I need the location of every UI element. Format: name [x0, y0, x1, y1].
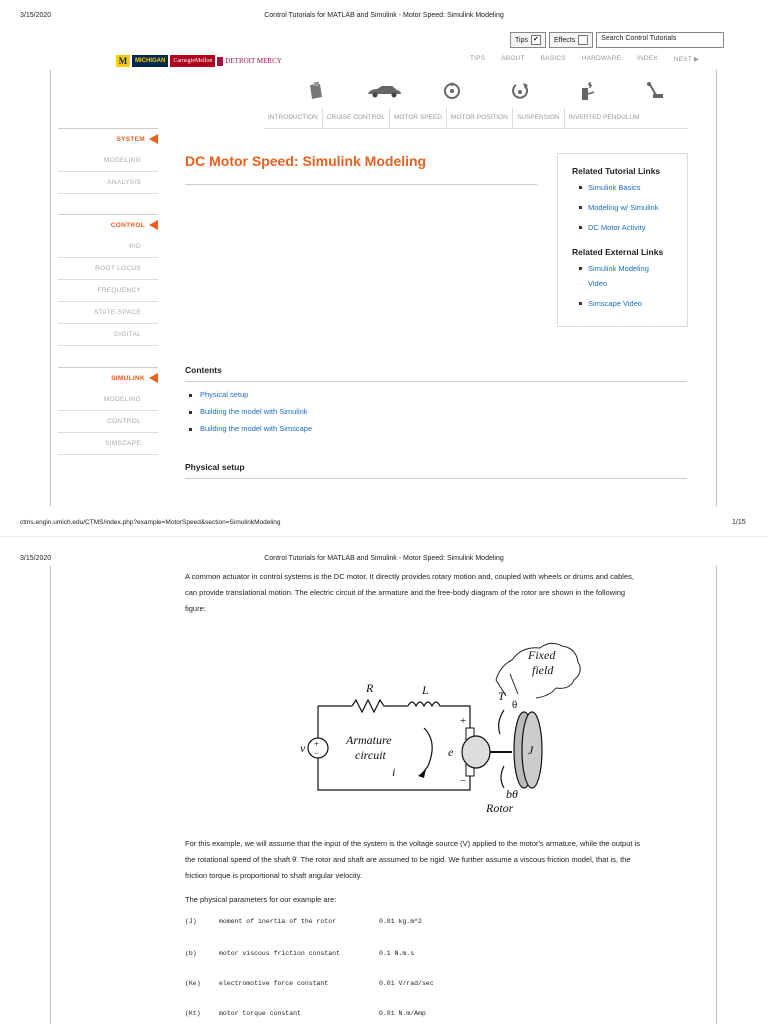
detroit-mercy-logo[interactable]: DETROIT MERCY — [217, 57, 281, 66]
fig-fixed: Fixed — [528, 648, 556, 662]
param-symbol: (Kt) — [185, 1010, 201, 1017]
top-nav — [470, 55, 699, 63]
tab-motor-speed[interactable]: MOTOR SPEED — [389, 108, 446, 128]
related-external-heading: Related External Links — [572, 247, 664, 257]
nav-hardware[interactable]: HARDWARE — [581, 55, 621, 62]
param-symbol: (J) — [185, 918, 197, 925]
car-icon[interactable] — [350, 78, 418, 104]
page-number: 1/15 — [732, 519, 746, 526]
param-symbol: (Ke) — [185, 980, 201, 987]
page-title: DC Motor Speed: Simulink Modeling — [185, 153, 427, 169]
fig-minus: − — [460, 775, 467, 787]
table-of-contents — [185, 384, 312, 433]
physical-setup-heading: Physical setup — [185, 462, 245, 472]
print-date-2: 3/15/2020 — [20, 555, 52, 562]
fig-armature: Armature — [346, 733, 392, 747]
nav-basics[interactable]: BASICS — [540, 55, 566, 62]
toc-simulink-model[interactable]: Building the model with Simulink — [185, 407, 312, 416]
tab-inverted-pendulum[interactable]: INVERTED PENDULUM — [564, 108, 644, 128]
link-modeling-simulink[interactable]: Modeling w/ Simulink — [572, 200, 673, 215]
nav-next[interactable]: NEXT ▶ — [673, 56, 700, 63]
sidebar-modeling[interactable]: MODELING — [58, 150, 158, 172]
fig-rotor: Rotor — [486, 801, 514, 815]
fig-plus: + — [460, 715, 467, 727]
link-simulink-basics[interactable]: Simulink Basics — [572, 180, 673, 195]
param-row — [185, 918, 422, 925]
param-value: 0.01 N.m/Amp — [379, 1010, 426, 1017]
param-description: motor torque constant — [219, 1010, 301, 1017]
search-input[interactable]: Search Control Tutorials — [596, 32, 724, 48]
related-tutorial-heading: Related Tutorial Links — [572, 166, 661, 176]
title-rule — [185, 184, 537, 185]
arrow-left-icon — [149, 134, 158, 144]
param-row — [185, 1010, 426, 1017]
right-border-2 — [716, 566, 717, 1024]
sidebar-control[interactable]: CONTROL — [58, 214, 158, 236]
section-nav — [264, 108, 644, 128]
tips-toggle[interactable] — [510, 32, 546, 48]
print-date: 3/15/2020 — [20, 12, 52, 19]
sidebar-system[interactable]: SYSTEM — [58, 128, 158, 150]
effects-toggle[interactable] — [549, 32, 593, 48]
fig-vs-minus: − — [314, 748, 320, 758]
sidebar-analysis[interactable]: ANALYSIS — [58, 172, 158, 194]
related-links-box — [557, 153, 688, 327]
sidebar-simscape[interactable]: SIMSCAPE — [58, 433, 158, 455]
nav-index[interactable]: INDEX — [636, 55, 658, 62]
params-intro: The physical parameters for our example are: — [185, 895, 337, 904]
param-row — [185, 980, 434, 987]
inverted-pendulum-icon[interactable] — [622, 78, 690, 104]
print-url: ctms.engin.umich.edu/CTMS/index.php?example=MotorSpeed&section=SimulinkModeling — [20, 519, 281, 526]
param-value: 0.01 kg.m^2 — [379, 918, 422, 925]
sidebar-pid[interactable]: PID — [58, 236, 158, 258]
param-value: 0.01 V/rad/sec — [379, 980, 434, 987]
fig-vs-plus: + — [314, 739, 320, 749]
sidebar-sl-control[interactable]: CONTROL — [58, 411, 158, 433]
tab-suspension[interactable]: SUSPENSION — [512, 108, 564, 128]
tab-cruise-control[interactable]: CRUISE CONTROL — [322, 108, 389, 128]
introduction-icon[interactable] — [282, 78, 350, 104]
tab-motor-position[interactable]: MOTOR POSITION — [446, 108, 512, 128]
section-icons — [282, 78, 690, 104]
michigan-logo[interactable]: MICHIGAN — [132, 55, 168, 67]
toc-simscape-model[interactable]: Building the model with Simscape — [185, 424, 312, 433]
fig-theta: θ — [512, 699, 518, 711]
param-description: moment of inertia of the rotor — [219, 918, 337, 925]
fig-e: e — [448, 745, 454, 759]
sidebar-frequency[interactable]: FREQUENCY — [58, 280, 158, 302]
fig-circuit: circuit — [355, 748, 386, 762]
partner-logos — [116, 55, 282, 67]
link-simscape-video[interactable]: Simscape Video — [572, 296, 673, 311]
sidebar-simulink[interactable]: SIMULINK — [58, 367, 158, 389]
param-description: electromotive force constant — [219, 980, 329, 987]
link-dc-motor-activity[interactable]: DC Motor Activity — [572, 220, 673, 235]
print-doc-title: Control Tutorials for MATLAB and Simulink - Motor Speed: Simulink Modeling — [264, 12, 504, 19]
toc-physical-setup[interactable]: Physical setup — [185, 390, 312, 399]
param-symbol: (b) — [185, 950, 197, 957]
assumption-paragraph: For this example, we will assume that the input of the system is the voltage source (V) applied to the motor's armature, while the output is the rotational speed of the shaft θ̇. The rotor and shaft are assumed to be rigid. We further assume a viscous friction model, that is, the friction torque is proportional to shaft angular velocity. — [185, 839, 640, 880]
fig-v: v — [300, 741, 306, 755]
contents-rule — [185, 381, 687, 382]
top-toggles — [510, 32, 724, 48]
sidebar-root-locus[interactable]: ROOT LOCUS — [58, 258, 158, 280]
physical-setup-rule — [185, 478, 687, 479]
fig-i: i — [392, 765, 396, 779]
dc-motor-figure — [300, 638, 590, 816]
sidebar-digital[interactable]: DIGITAL — [58, 324, 158, 346]
tab-introduction[interactable]: INTRODUCTION — [268, 114, 318, 121]
param-row — [185, 950, 414, 957]
fig-J: J — [528, 743, 534, 757]
left-border — [50, 70, 51, 506]
effects-label: Effects — [553, 36, 576, 44]
fig-field: field — [532, 663, 554, 677]
michigan-m-logo[interactable]: M — [116, 55, 130, 67]
fig-btheta: bθ — [506, 787, 518, 801]
tips-checkbox[interactable]: ✔ — [531, 35, 541, 45]
tips-label: Tips — [515, 36, 528, 44]
print-doc-title-2: Control Tutorials for MATLAB and Simulink - Motor Speed: Simulink Modeling — [264, 555, 504, 562]
effects-checkbox[interactable] — [578, 35, 588, 45]
param-description: motor viscous friction constant — [219, 950, 340, 957]
carnegie-mellon-logo[interactable]: CarnegieMellon — [170, 55, 215, 67]
arrow-left-icon — [149, 373, 158, 383]
suspension-icon[interactable] — [554, 78, 622, 104]
fig-R: R — [366, 681, 374, 695]
section-nav-rule — [264, 128, 688, 129]
right-border — [716, 70, 717, 506]
link-simulink-modeling-video[interactable]: Simulink Modeling Video — [572, 261, 668, 291]
left-border-2 — [50, 566, 51, 1024]
page-break — [0, 536, 768, 537]
fig-T: T — [498, 689, 505, 703]
motor-speed-icon[interactable] — [418, 78, 486, 104]
contents-heading: Contents — [185, 365, 222, 375]
nav-tips[interactable]: TIPS — [470, 55, 486, 62]
sidebar-state-space[interactable]: STATE-SPACE — [58, 302, 158, 324]
motor-position-icon[interactable] — [486, 78, 554, 104]
sidebar-sl-modeling[interactable]: MODELING — [58, 389, 158, 411]
param-value: 0.1 N.m.s — [379, 950, 415, 957]
fig-L: L — [422, 683, 429, 697]
intro-paragraph: A common actuator in control systems is the DC motor. It directly provides rotary motion and, coupled with wheels or drums and cables, can provide translational motion. The electric circuit of the armature and the free-body diagram of the rotor are shown in the following figure: — [185, 572, 634, 613]
nav-about[interactable]: ABOUT — [501, 55, 525, 62]
arrow-left-icon — [149, 220, 158, 230]
